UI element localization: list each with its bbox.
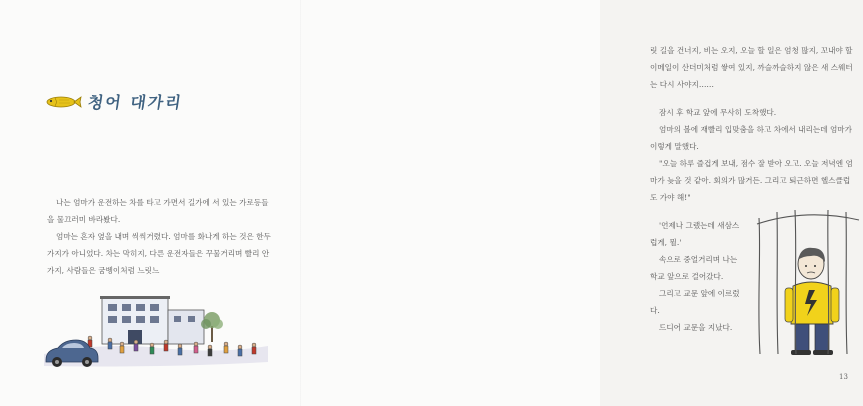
chapter-title: 청어 대가리 xyxy=(86,93,185,112)
paragraph: 잠시 후 학교 앞에 무사히 도착했다. xyxy=(659,108,777,117)
paragraph: '언제나 그랬는데 새삼스럽게, 뭘.' xyxy=(650,221,740,247)
page-number: 13 xyxy=(839,373,848,381)
street-illustration xyxy=(40,292,272,370)
chapter-heading xyxy=(44,90,183,113)
left-page-text xyxy=(47,194,275,279)
paragraph: 릿 길을 건너지, 비는 오지, 오늘 할 일은 엄청 많지, 꼬내야 할 이메일이 산더미처럼 쌓여 있지, 까슬까슬하지 않은 새 스웨터는 다시 사야지…… xyxy=(650,46,853,89)
paragraph: 그리고 교문 앞에 이르렀다. xyxy=(650,289,740,315)
left-page xyxy=(0,0,300,406)
paragraph: 속으로 중얼거리며 나는 학교 앞으로 걸어갔다. xyxy=(650,255,738,281)
paragraph: 나는 엄마가 운전하는 차를 타고 가면서 길가에 서 있는 가로등들을 물끄러미 바라봤다. xyxy=(47,198,269,224)
paragraph: 드디어 교문을 지났다. xyxy=(659,323,733,332)
paragraph: 엄마의 볼에 재빨리 입맞춤을 하고 차에서 내리는데 엄마가 이렇게 말했다. xyxy=(650,125,852,151)
right-page xyxy=(300,0,853,406)
paragraph-gap xyxy=(650,93,856,104)
boy-behind-bars-illustration xyxy=(751,206,863,356)
herring-fish-icon xyxy=(44,94,82,110)
building-illustration xyxy=(100,296,204,344)
dialogue-paragraph: "오늘 하루 즐겁게 보내, 점수 잘 받아 오고. 오늘 저녁엔 엄마가 늦을 것 같아. 회의가 많거든. 그리고 퇴근하면 헬스클럽도 가야 해!" xyxy=(650,159,853,202)
paragraph: 엄마는 혼자 옆을 내며 씩씩거렸다. 엄마를 화나게 하는 것은 한두 가지가 아니었다. 차는 막히지, 다른 운전자들은 꾸물거리며 빨리 안 가지, 사람들은 굼벵이처럼 느릿느 xyxy=(47,232,271,275)
boy-figure xyxy=(785,248,839,355)
